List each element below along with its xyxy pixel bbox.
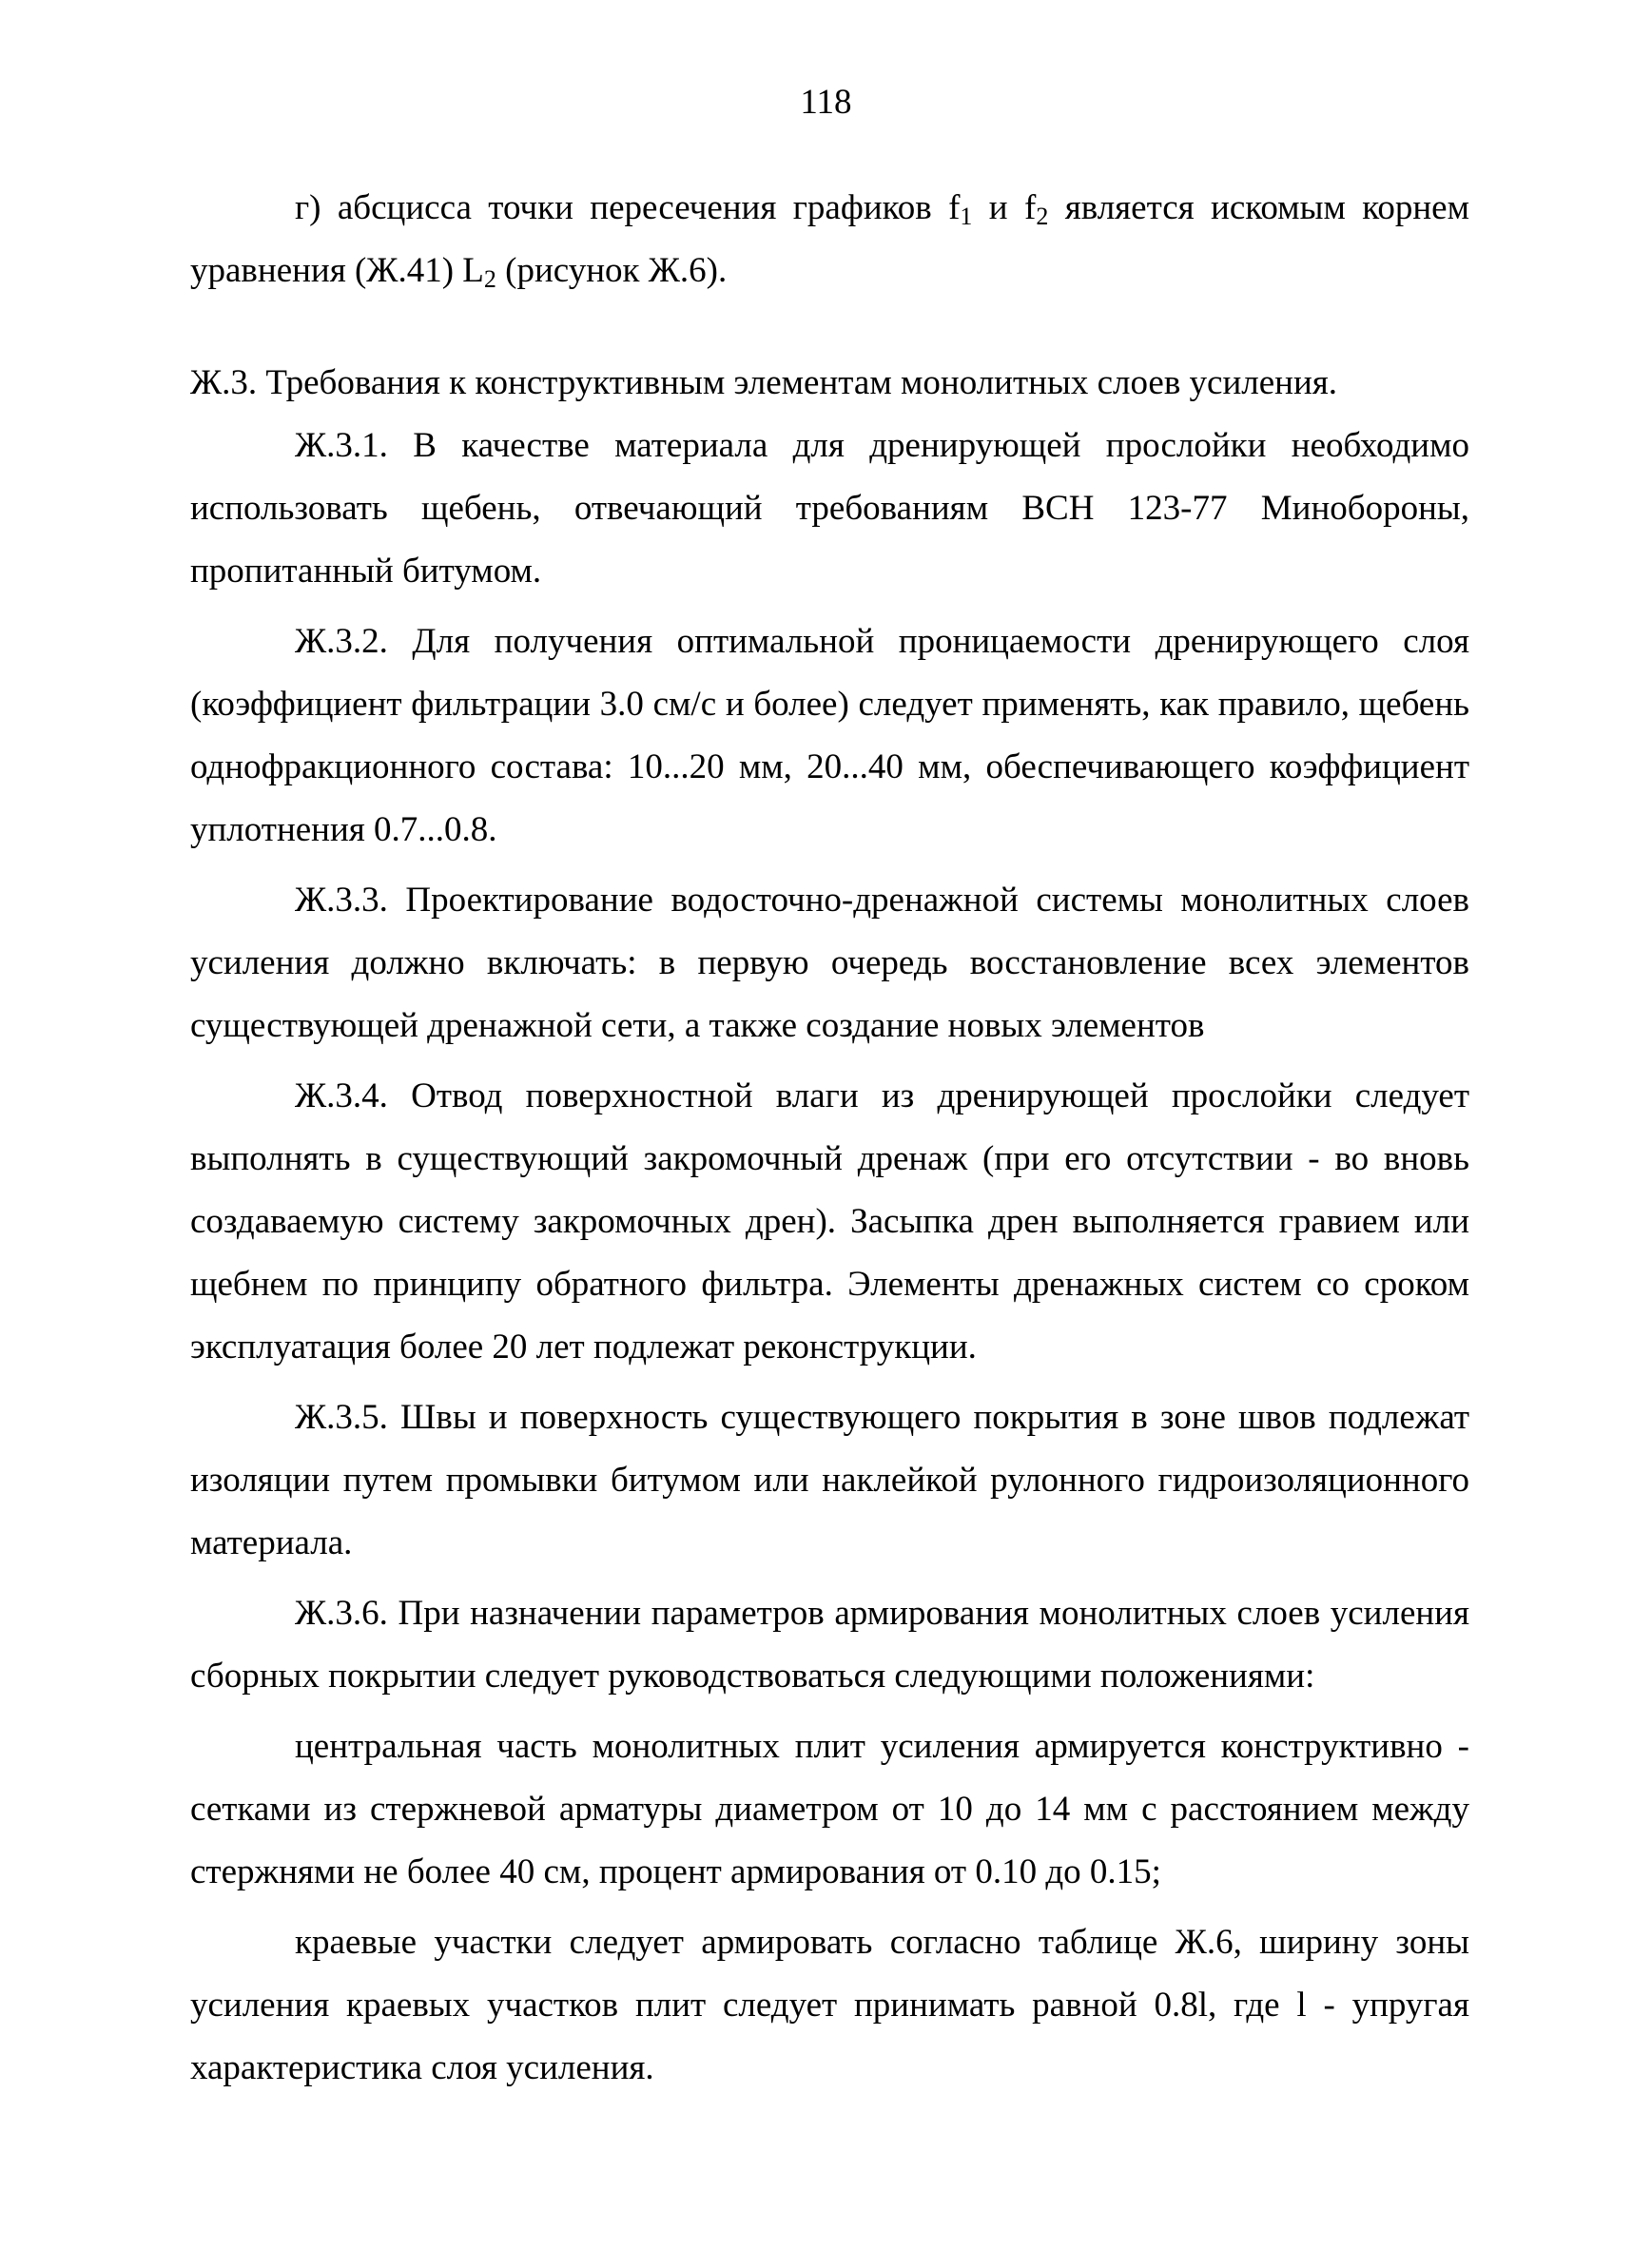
paragraph-3-6: Ж.3.6. При назначении параметров армирования монолитных слоев усиления сборных покрытии следует руководствоваться следующими положениями:	[190, 1594, 1469, 1696]
section-title: Ж.3. Требования к конструктивным элементам монолитных слоев усиления.	[190, 363, 1338, 402]
text-span: (рисунок Ж.6).	[496, 251, 728, 290]
subscript: 1	[960, 203, 973, 230]
subscript: 2	[483, 265, 496, 293]
paragraph-3-2: Ж.3.2. Для получения оптимальной проницаемости дренирующего слоя (коэффициент фильтрации 3.0 см/с и более) следует применять, как правило, щебень однофракционного состава: 10...20 мм, 20...40 мм, обеспечивающего коэффициент уплотнения 0.7...0.8.	[190, 622, 1469, 849]
text-span: является искомым корнем уравнения (Ж.41) L	[190, 188, 1469, 290]
document-body	[190, 177, 1469, 2100]
page-number: 118	[800, 83, 852, 122]
paragraph-3-3: Ж.3.3. Проектирование водосточно-дренажной системы монолитных слоев усиления должно включать: в первую очередь восстановление всех элементов существующей дренажной сети, а также создание новых элементов	[190, 881, 1469, 1045]
paragraph-edge-reinforcement: краевые участки следует армировать согласно таблице Ж.6, ширину зоны усиления краевых участков плит следует принимать равной 0.8l, где l - упругая характеристика слоя усиления.	[190, 1923, 1469, 2087]
paragraph-root-intersection	[190, 177, 1469, 302]
text-span: г) абсцисса точки пересечения графиков f	[295, 188, 961, 227]
paragraph-3-5: Ж.3.5. Швы и поверхность существующего покрытия в зоне швов подлежат изоляции путем промывки битумом или наклейкой рулонного гидроизоляционного материала.	[190, 1398, 1469, 1562]
subscript: 2	[1036, 203, 1049, 230]
paragraph-3-1: Ж.3.1. В качестве материала для дренирующей прослойки необходимо использовать щебень, отвечающий требованиям ВСН 123-77 Минобороны, пропитанный битумом.	[190, 426, 1469, 591]
paragraph-3-4: Ж.3.4. Отвод поверхностной влаги из дренирующей прослойки следует выполнять в существующий закромочный дренаж (при его отсутствии - во вновь создаваемую систему закромочных дрен). Засыпка дрен выполняется гравием или щебнем по принципу обратного фильтра. Элементы дренажных систем со сроком эксплуатация более 20 лет подлежат реконструкции.	[190, 1076, 1469, 1367]
text-span: и f	[972, 188, 1037, 227]
paragraph-central-reinforcement: центральная часть монолитных плит усиления армируется конструктивно - сетками из стержневой арматуры диаметром от 10 до 14 мм с расстоянием между стержнями не более 40 см, процент армирования от 0.10 до 0.15;	[190, 1727, 1469, 1891]
